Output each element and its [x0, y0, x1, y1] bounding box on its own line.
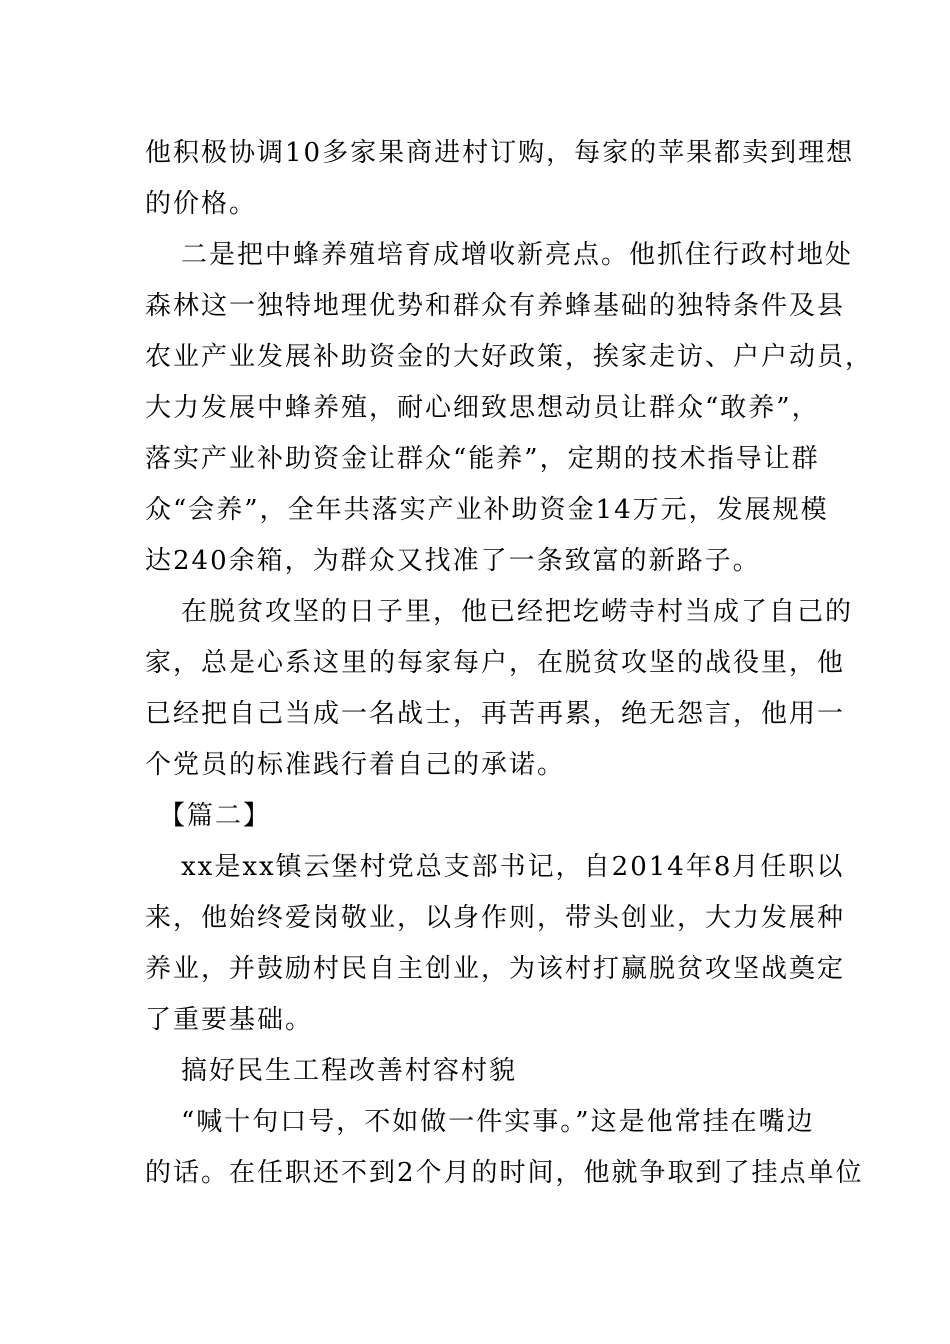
section-heading-part-two [145, 791, 810, 842]
document-body [145, 128, 874, 1199]
text-line: 大力发展中蜂养殖，耐心细致思想动员让群众“敢养”， [145, 393, 820, 423]
paragraph-bee-farming [145, 230, 874, 587]
text-line: 搞好民生工程改善村容村貌 [181, 1056, 518, 1086]
paragraph-slogan-quote [145, 1097, 864, 1199]
text-line: 达240余箱，为群众又找准了一条致富的新路子。 [145, 546, 761, 576]
subheading-livelihood-project [145, 1046, 810, 1097]
text-line: 了重要基础。 [145, 1005, 314, 1035]
text-line: 家，总是心系这里的每家每户，在脱贫攻坚的战役里，他 [145, 648, 846, 678]
text-line: 森林这一独特地理优势和群众有养蜂基础的独特条件及县 [145, 291, 846, 321]
text-line: 在脱贫攻坚的日子里，他已经把圪崂寺村当成了自己的 [181, 597, 854, 627]
text-line: 的价格。 [145, 189, 258, 219]
paragraph-apple-sales [145, 128, 855, 230]
text-line: 的话。在任职还不到2个月的时间，他就争取到了挂点单位 [145, 1158, 864, 1188]
text-line: 个党员的标准践行着自己的承诺。 [145, 750, 566, 780]
text-line: 来，他始终爱岗敬业，以身作则，带头创业，大力发展种 [145, 903, 846, 933]
text-line: 养业，并鼓励村民自主创业，为该村打赢脱贫攻坚战奠定 [145, 954, 846, 984]
text-line: “喊十句口号，不如做一件实事。”这是他常挂在嘴边 [181, 1107, 815, 1137]
text-line: xx是xx镇云堡村党总支部书记，自2014年8月任职以 [181, 852, 845, 882]
text-line: 【篇二】 [159, 801, 272, 831]
paragraph-poverty-alleviation [145, 587, 854, 791]
text-line: 众“会养”，全年共落实产业补助资金14万元，发展规模 [145, 495, 829, 525]
text-line: 落实产业补助资金让群众“能养”，定期的技术指导让群 [145, 444, 820, 474]
text-line: 二是把中蜂养殖培育成增收新亮点。他抓住行政村地处 [181, 240, 854, 270]
text-line: 农业产业发展补助资金的大好政策，挨家走访、户户动员， [145, 342, 874, 372]
text-line: 他积极协调10多家果商进村订购，每家的苹果都卖到理想 [145, 138, 855, 168]
paragraph-secretary-intro [145, 842, 846, 1046]
text-line: 已经把自己当成一名战士，再苦再累，绝无怨言，他用一 [145, 699, 846, 729]
